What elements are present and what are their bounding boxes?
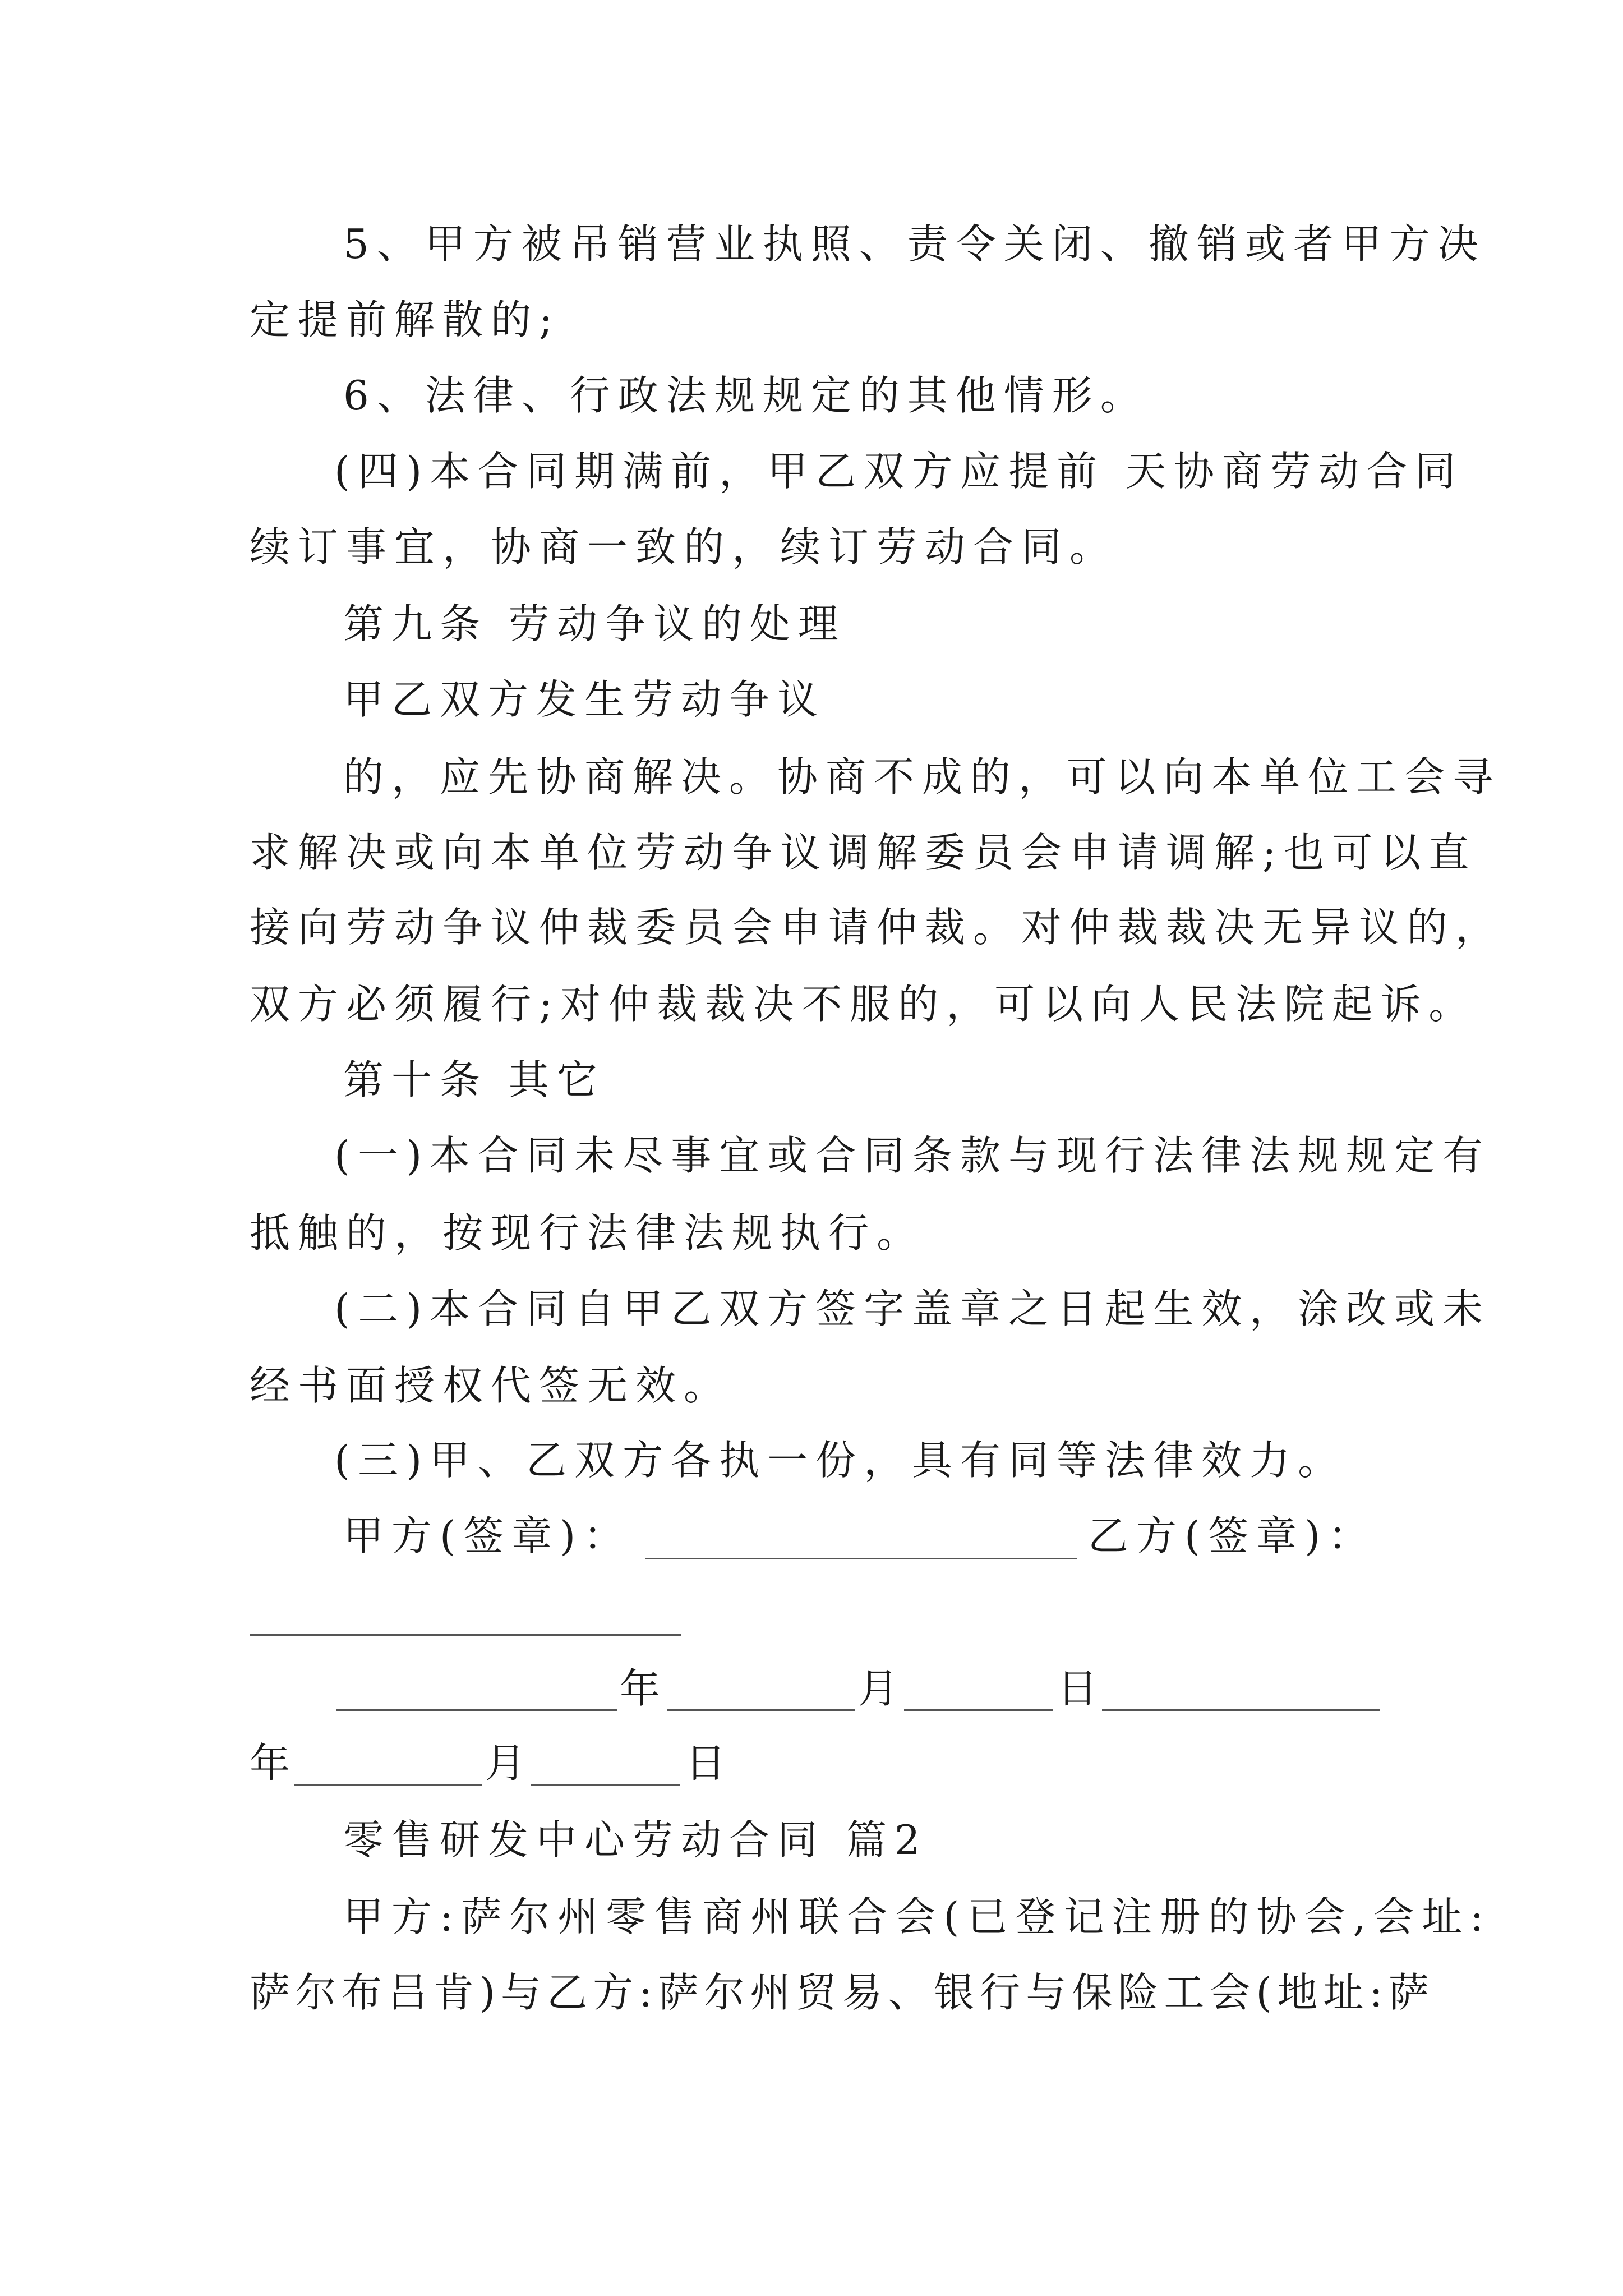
- party-a-signature-blank: [645, 1558, 1077, 1559]
- month-blank-b: [531, 1784, 680, 1786]
- year-label-b: 年: [250, 1740, 298, 1787]
- paragraph-line: 甲乙双方发生劳动争议: [343, 676, 826, 723]
- party-b-signature-label: 乙方(签章)：: [1088, 1512, 1377, 1559]
- paragraph-line: 接向劳动争议仲裁委员会申请仲裁。对仲裁裁决无异议的，: [250, 904, 1504, 951]
- paragraph-line: (一)本合同未尽事宜或合同条款与现行法律法规规定有: [334, 1132, 1491, 1179]
- paragraph-line: 续订事宜，协商一致的，续订劳动合同。: [250, 523, 1118, 570]
- paragraph-line: (二)本合同自甲乙双方签字盖章之日起生效，涂改或未: [334, 1285, 1491, 1332]
- paragraph-line: 5、甲方被吊销营业执照、责令关闭、撤销或者甲方决: [343, 220, 1486, 268]
- paragraph-line: 经书面授权代签无效。: [250, 1362, 732, 1409]
- paragraph-line: 的，应先协商解决。协商不成的，可以向本单位工会寻: [343, 753, 1501, 800]
- paragraph-line: 求解决或向本单位劳动争议调解委员会申请调解;也可以直: [250, 829, 1477, 876]
- paragraph-line: (三)甲、乙双方各执一份，具有同等法律效力。: [334, 1437, 1347, 1484]
- year-label-a: 年: [620, 1665, 668, 1712]
- paragraph-line: 抵触的，按现行法律法规执行。: [250, 1209, 925, 1257]
- month-label-a: 月: [858, 1665, 907, 1712]
- paragraph-line: 定提前解散的;: [250, 296, 561, 343]
- paragraph-line: 甲方:萨尔州零售商州联合会(已登记注册的协会,会址:: [343, 1893, 1492, 1940]
- section-heading: 第十条 其它: [343, 1056, 605, 1103]
- party-a-signature-label: 甲方(签章)：: [343, 1512, 632, 1559]
- section-title: 零售研发中心劳动合同 篇2: [343, 1816, 928, 1864]
- paragraph-line: 萨尔布吕肯)与乙方:萨尔州贸易、银行与保险工会(地址:萨: [250, 1969, 1435, 2016]
- section-heading: 第九条 劳动争议的处理: [343, 600, 846, 647]
- day-blank-a-trail: [1102, 1709, 1380, 1711]
- paragraph-line: (四)本合同期满前，甲乙双方应提前 天协商劳动合同: [334, 448, 1464, 495]
- date-blank-a-lead: [336, 1709, 617, 1711]
- month-label-b: 月: [485, 1740, 534, 1787]
- party-b-signature-blank: [250, 1634, 681, 1636]
- month-blank-a: [904, 1709, 1053, 1711]
- year-blank-a: [667, 1709, 855, 1711]
- paragraph-line: 6、法律、行政法规规定的其他情形。: [343, 372, 1149, 419]
- year-blank-b: [294, 1784, 482, 1786]
- paragraph-line: 双方必须履行;对仲裁裁决不服的，可以向人民法院起诉。: [250, 981, 1477, 1028]
- day-label-a: 日: [1057, 1665, 1106, 1712]
- day-label-b: 日: [685, 1740, 734, 1787]
